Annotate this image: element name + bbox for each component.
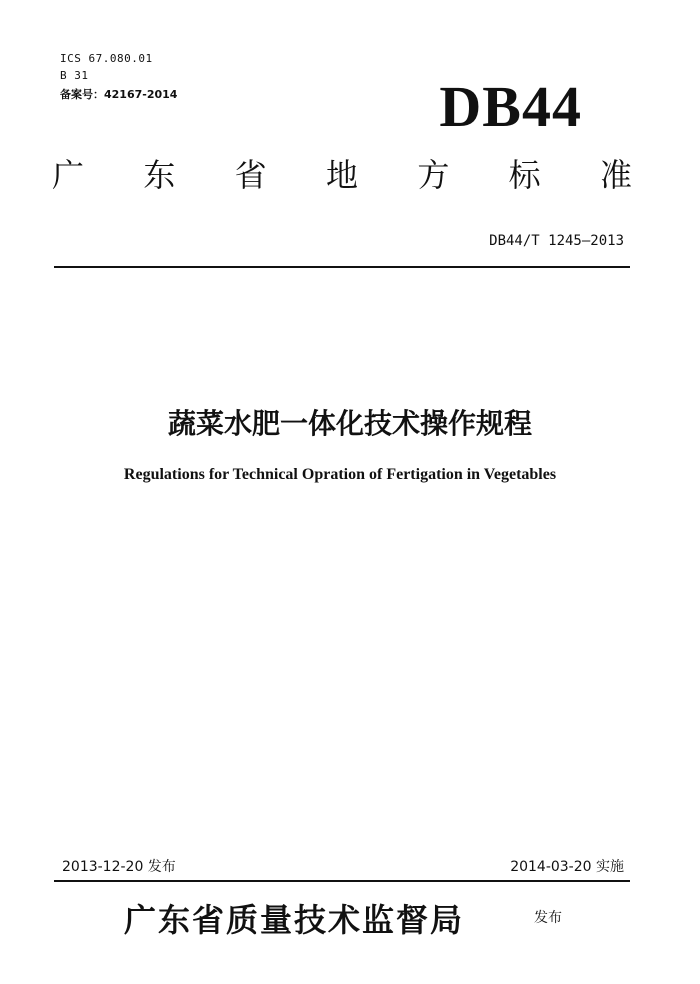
implementation-date: 2014-03-20 实施 <box>510 859 624 875</box>
bottom-divider <box>54 880 630 882</box>
standard-type-char: 地 <box>325 156 358 194</box>
standard-type-char: 准 <box>599 156 632 194</box>
issue-date: 2013-12-20 发布 <box>62 859 176 875</box>
standard-type-char: 东 <box>143 156 176 194</box>
standard-type-char: 标 <box>508 156 541 194</box>
standard-type-title <box>52 150 632 196</box>
document-title-english: Regulations for Technical Opration of Fertigation in Vegetables <box>123 466 557 483</box>
document-title-chinese: 蔬菜水肥一体化技术操作规程 <box>167 407 532 440</box>
standard-number: DB44/T 1245—2013 <box>489 233 624 249</box>
standard-type-char: 广 <box>52 156 85 194</box>
ccs-code: B 31 <box>60 69 89 82</box>
filing-number: 备案号：42167-2014 <box>60 88 178 101</box>
standard-type-char: 省 <box>234 156 267 194</box>
issuer-suffix: 发布 <box>534 910 562 926</box>
db44-logo: DB44 <box>439 74 582 139</box>
ics-code: ICS 67.080.01 <box>60 52 153 65</box>
standard-type-char: 方 <box>417 156 450 194</box>
issuing-authority: 广东省质量技术监督局 <box>124 901 465 939</box>
top-divider <box>54 266 630 268</box>
